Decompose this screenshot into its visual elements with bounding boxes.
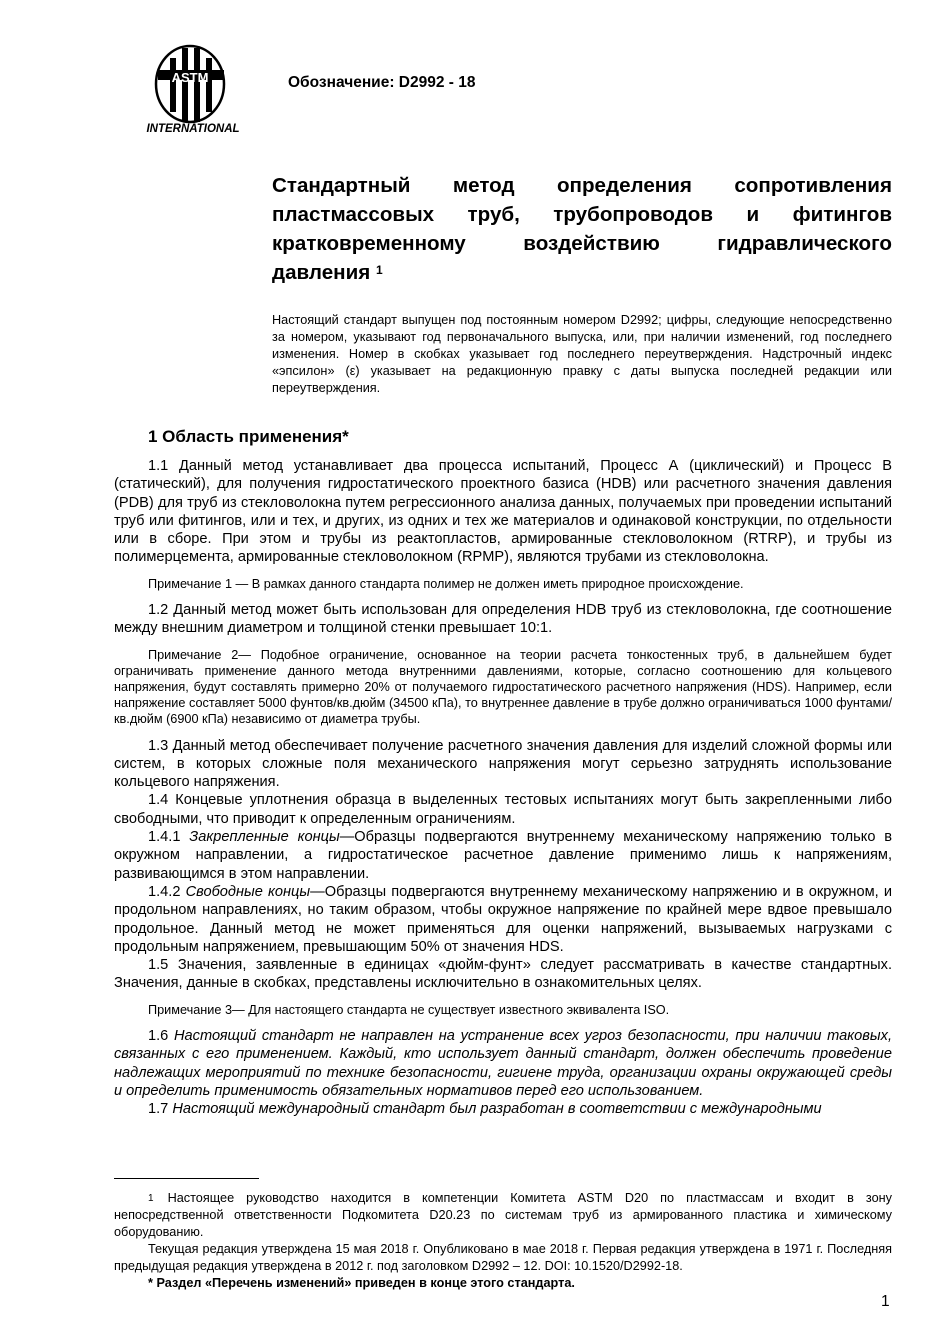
section-scope [114,426,892,1118]
paragraph-1-4: 1.4 Концевые уплотнения образца в выделенных тестовых испытаниях могут быть закрепленными либо свободными, что приводит к определенным ограничениям. [114,792,892,827]
paragraph-1-2: 1.2 Данный метод может быть использован для определения HDB труб из стекловолокна, где соотношение между внешним диаметром и толщиной стенки превышает 10:1. [114,601,892,637]
footnotes [114,1190,892,1292]
footnote-divider [114,1178,259,1179]
paragraph-1-5: 1.5 Значения, заявленные в единицах «дюйм-фунт» следует рассматривать в качестве стандартных. Значения, данные в скобках, представлены исключительно в ознакомительных целях. [114,957,892,992]
title-footnote-ref: 1 [376,263,383,277]
paragraph-1-3: 1.3 Данный метод обеспечивает получение расчетного значения давления для изделий сложной формы или систем, в которых сложные поля механического напряжения могут серьезно затруднять использование кольцевого напряжения. [114,737,892,791]
footnote-approval: Текущая редакция утверждена 15 мая 2018 г. Опубликовано в мае 2018 г. Первая редакция утверждена в 1971 г. Последняя предыдущая редакция утверждена в 2012 г. под заголовком D2992 – 12. DOI: 10.1520/D2992-18. [114,1242,892,1273]
paragraph-1-4-1: 1.4.1 Закрепленные концы—Образцы подвергаются внутреннему механическому напряжению только в окружном направлении, а гидростатическое расчетное давление применимо лишь к напряжениям, развивающимся в этом направлении. [114,829,892,882]
paragraph-1-4-2: 1.4.2 Свободные концы—Образцы подвергаются внутреннему механическому напряжению и в окружном, и продольном направлениях, но таким образом, чтобы окружное напряжение по крайней мере вдвое превышало продольное. Данный метод не может применяться для оценки напряжений, вызываемых нагрузками с продольным напряжением, превышающим 50% от значения HDS. [114,883,892,955]
note-3: Примечание 3— Для настоящего стандарта не существует известного эквивалента ISO. [148,1002,670,1017]
standard-intro: Настоящий стандарт выпущен под постоянным номером D2992; цифры, следующие непосредственно за номером, указывают год первоначального выпуска, или, при наличии изменений, год последнего изменения. Номер в скобках указывает год последнего переутверждения. Надстрочный индекс «эпсилон» (ε) указывает на редакционную правку с даты выпуска последней редакции или переутверждения. [272,313,892,395]
footnote-changes: * Раздел «Перечень изменений» приведен в конце этого стандарта. [148,1276,575,1290]
astm-logo [140,40,252,136]
note-2: Примечание 2— Подобное ограничение, основанное на теории расчета тонкостенных труб, в дальнейшем будет ограничивать применение данного метода внутренними давлениями, которые, согласно соотношению для кольцевого напряжения, будут составлять примерно 20% от получаемого гидростатического расчетного напряжения (HDS). Например, если напряжение составляет 5000 фунтов/кв.дюйм (34500 кПа), то внутреннее давление в трубе должно ограничиваться 1000 фунтами/кв.дюйм (6900 кПа) независимо от диаметра трубы. [114,647,892,727]
svg-text:INTERNATIONAL: INTERNATIONAL [146,123,240,135]
note-1: Примечание 1 — В рамках данного стандарта полимер не должен иметь природное происхождение. [148,576,744,591]
section-heading: 1 Область применения* [148,427,349,446]
svg-text:ASTM: ASTM [171,70,209,85]
paragraph-1-7: 1.7 Настоящий международный стандарт был разработан в соответствии с международными [148,1101,822,1118]
document-title: Стандартный метод определения сопротивления пластмассовых труб, трубопроводов и фитингов кратковременному воздействию гидравлического давления $^1$ [272,174,892,284]
designation: Обозначение: D2992 - 18 [288,74,476,91]
paragraph-1-6: 1.6 Настоящий стандарт не направлен на устранение всех угроз безопасности, при наличии таковых, связанных с его применением. Каждый, кто использует данный стандарт, должен обеспечить проведение надлежащих мероприятий по технике безопасности, гигиене труда, организации охраны окружающей среды и определить применимость обязательных нормативов перед его использованием. [114,1027,892,1099]
page-number: 1 [881,1293,890,1310]
paragraph-1-1: 1.1 Данный метод устанавливает два процесса испытаний, Процесс А (циклический) и Процесс В (статический), для получения гидростатического проектного базиса (HDB) или расчетного значения давления (PDB) для труб из стекловолокна путем регрессионного анализа данных, получаемых при проведении испытаний труб или фитингов, или и тех, и других, из одних и тех же материалов и одинаковой конструкции, по отдельности или в сборе. При этом и трубы из реактопластов, армированные стекловолокном (RTRP), и трубы из полимерцемента, армированные стекловолокном (RPMP), являются трубами из стекловолокна. [114,458,892,566]
footnote-1: $^1$ Настоящее руководство находится в компетенции Комитета ASTM D20 по пластмассам и входит в зону непосредственной ответственности Подкомитета D20.23 по системам труб из армированного пластика и химическому оборудованию. [114,1191,892,1239]
